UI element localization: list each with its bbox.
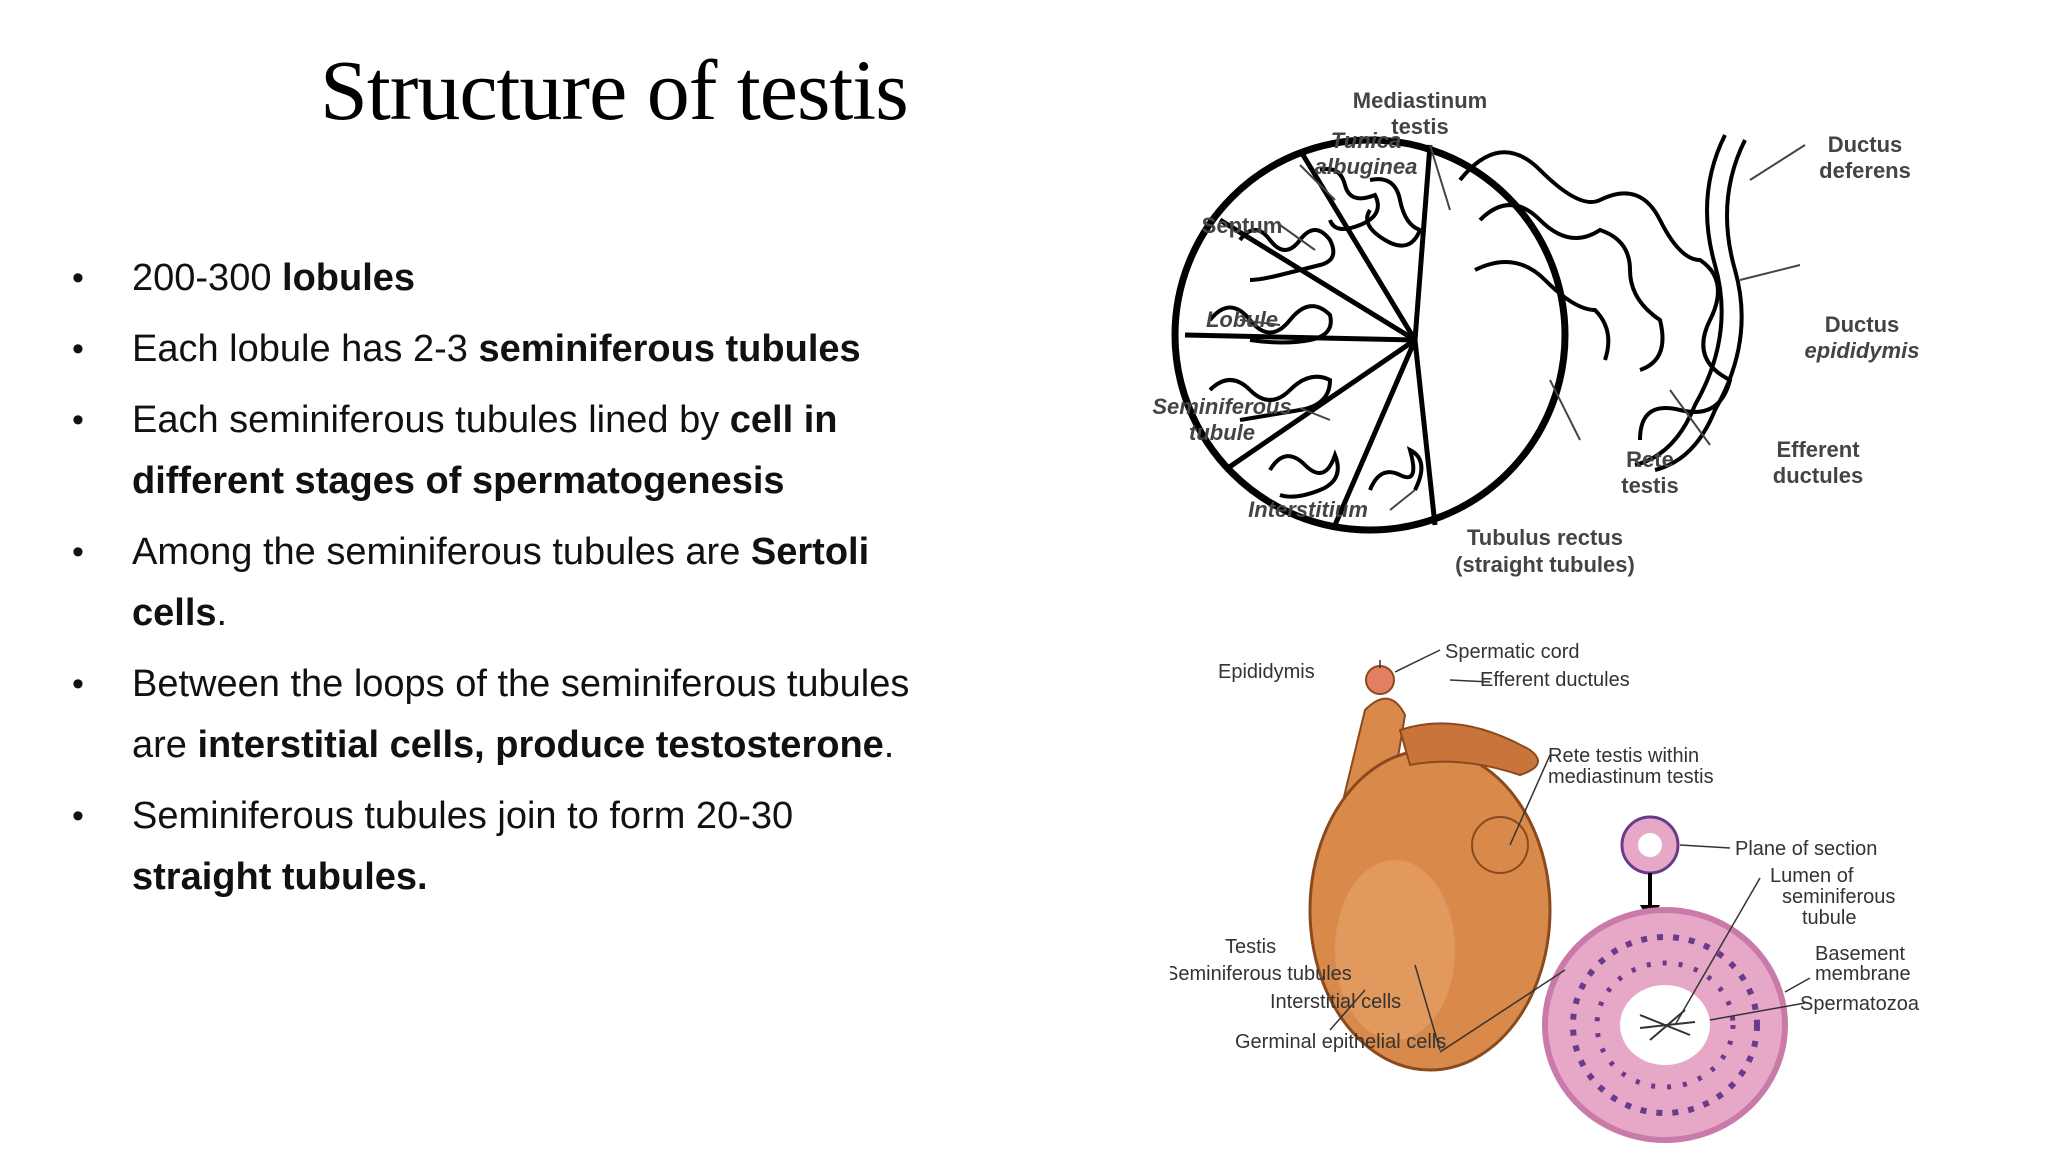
bullet-item [70, 786, 930, 908]
bullet-emphasis: seminiferous tubules [478, 328, 861, 370]
label-ductus-deferens: Ductus [1827, 132, 1903, 157]
bullet-dot: • [72, 797, 84, 835]
label-lumen-2: seminiferous [1782, 886, 1896, 908]
label-rete-testis: Rete [1626, 447, 1674, 472]
label-epididymis: Epididymis [1218, 661, 1315, 683]
label-seminiferous-tubule: Seminiferous [1152, 394, 1292, 419]
label-efferent-ductules: Efferent ductules [1480, 669, 1630, 691]
bottom-diagram-labels [1170, 641, 1920, 1053]
bullet-dot: • [72, 665, 84, 703]
bullet-emphasis: lobules [282, 257, 416, 299]
bullet-emphasis: interstitial cells, produce testosterone [197, 724, 884, 766]
bullet-emphasis: Sertoli cells [132, 531, 870, 634]
label-seminiferous-tubules: Seminiferous tubules [1170, 963, 1352, 985]
label-lumen: Lumen of [1770, 865, 1854, 887]
bullet-item [70, 248, 930, 309]
label-efferent-ductules-2: ductules [1772, 463, 1864, 488]
label-mediastinum: Mediastinum [1352, 88, 1488, 113]
label-tunica: Tunica [1330, 128, 1402, 153]
label-lumen-3: tubule [1802, 907, 1857, 929]
label-mediastinum-2: testis [1391, 114, 1449, 139]
label-basement-membrane-2: membrane [1815, 963, 1911, 985]
testis-structure-diagram [1130, 70, 1970, 600]
label-rete-testis-2: mediastinum testis [1548, 766, 1714, 788]
label-rete-testis-2: testis [1621, 473, 1679, 498]
label-interstitial-cells: Interstitial cells [1270, 991, 1402, 1013]
bullet-dot: • [72, 259, 84, 297]
label-efferent-ductules: Efferent [1776, 437, 1860, 462]
label-ductus-deferens-2: deferens [1819, 158, 1911, 183]
label-seminiferous-tubule-2: tubule [1189, 420, 1255, 445]
bullet-item [70, 654, 930, 776]
label-germinal-epithelial-cells: Germinal epithelial cells [1235, 1031, 1447, 1053]
label-septum: Septum [1201, 213, 1283, 238]
label-spermatic-cord: Spermatic cord [1445, 641, 1580, 663]
bullet-text: Between the loops of the seminiferous tubules are [132, 663, 910, 766]
label-rete-testis: Rete testis within [1548, 745, 1700, 767]
label-tubulus-rectus-2: (straight tubules) [1455, 552, 1635, 577]
bullet-text: . [216, 592, 228, 634]
bullet-dot: • [72, 330, 84, 368]
bullet-item [70, 522, 930, 644]
bullet-text: Each seminiferous tubules lined by [132, 399, 730, 441]
tubule-cross-section [1545, 817, 1785, 1140]
slide-title: Structure of testis [320, 42, 908, 138]
label-ductus-epididymis: Ductus [1824, 312, 1900, 337]
label-testis: Testis [1225, 936, 1277, 958]
bullet-emphasis: straight tubules. [132, 856, 428, 898]
bullet-item [70, 319, 930, 380]
label-spermatozoa: Spermatozoa [1800, 993, 1919, 1015]
label-lobule: Lobule [1205, 307, 1279, 332]
bullet-dot: • [72, 401, 84, 439]
bullet-emphasis: cell in different stages of spermatogenesis [132, 399, 838, 502]
bullet-dot: • [72, 533, 84, 571]
bullet-text: Seminiferous tubules join to form 20-30 [132, 795, 794, 837]
label-basement-membrane: Basement [1815, 943, 1906, 965]
testis-section-illustration [1170, 620, 1970, 1150]
label-ductus-epididymis-2: epididymis [1804, 338, 1920, 363]
label-plane-of-section: Plane of section [1735, 838, 1878, 860]
label-interstitium: Interstitium [1248, 497, 1368, 522]
bullet-text: Each lobule has 2-3 [132, 328, 479, 370]
label-tunica-2: albuginea [1314, 154, 1418, 179]
bullet-text: . [883, 724, 895, 766]
bullet-list [70, 248, 930, 918]
bullet-item [70, 390, 930, 512]
label-tubulus-rectus: Tubulus rectus [1466, 525, 1624, 550]
bullet-text: 200-300 [132, 257, 283, 299]
bullet-text: Among the seminiferous tubules are [132, 531, 751, 573]
